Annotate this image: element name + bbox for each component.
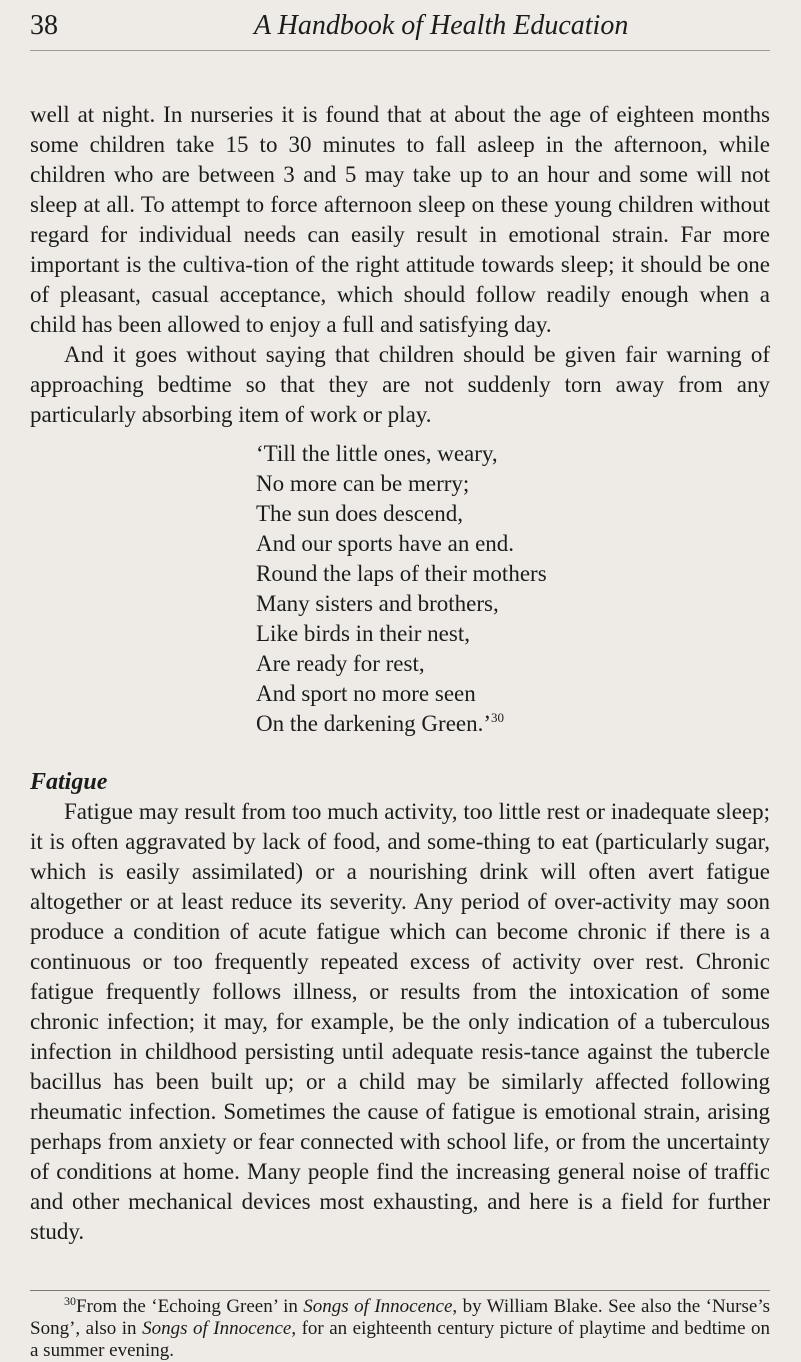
paragraph-bedtime: And it goes without saying that children should be given fair warning of approaching bedtime so that they are not suddenly torn away from any particularly absorbing item of work or play. (30, 342, 770, 427)
footnote-reference[interactable]: 30 (491, 710, 505, 725)
footnote-book-title: Songs of Innocence (303, 1296, 453, 1317)
paragraph-sleep: well at night. In nurseries it is found that at about the age of eighteen months some children take 15 to 30 minutes to fall asleep in the afternoon, while children who are between 3 and 5 may take up to an hour and some will not sleep at all. To attempt to force afternoon sleep on these young children without regard for individual needs can easily result in emotional strain. Far more important is the cultiva-tion of the right attitude towards sleep; it should be one of pleasant, casual acceptance, which should follow readily enough when a child has been allowed to enjoy a full and satisfying day. (30, 102, 770, 337)
header-rule (30, 50, 770, 51)
footnote-text: From the ‘Echoing Green’ in (76, 1296, 304, 1317)
poem-line: ‘Till the little ones, weary, (256, 441, 498, 466)
running-head (30, 8, 770, 48)
poem-line: Are ready for rest, (256, 651, 425, 676)
section-heading-fatigue: Fatigue (30, 769, 108, 795)
poem-line: And our sports have an end. (256, 531, 515, 556)
footnote-text: , by William Blake. See also the ‘Nurse’s Song’, also in (30, 1296, 770, 1339)
footnote-number: 30 (64, 1294, 76, 1308)
poem-line-text: On the darkening Green.’ (256, 711, 492, 736)
poem-line: No more can be merry; (256, 471, 470, 496)
running-title: A Handbook of Health Education (254, 10, 629, 41)
footnote-book-title: Songs of Innocence (142, 1318, 292, 1339)
footnote-text: , for an eighteenth century picture of playtime and bedtime on a summer evening. (30, 1318, 771, 1361)
paragraph-fatigue: Fatigue may result from too much activity, too little rest or inadequate sleep; it is often aggravated by lack of food, and some-thing to eat (particularly sugar, which is easily assimilated) or a nourishing drink will often avert fatigue altogether or at least reduce its severity. Any period of over-activity may soon produce a condition of acute fatigue which can become chronic if there is a continuous or too frequently repeated excess of activity over rest. Chronic fatigue frequently follows illness, or results from the intoxication of some chronic infection; it may, for example, be the only indication of a tuberculous infection in childhood persisting until adequate resis-tance against the tubercle bacillus has been built up; or a child may be similarly affected following rheumatic infection. Sometimes the cause of fatigue is emotional strain, arising perhaps from anxiety or fear connected with school life, or from the uncertainty of conditions at home. Many people find the increasing general noise of traffic and other mechanical devices most exhausting, and here is a field for further study. (30, 799, 770, 1244)
poem-line: Round the laps of their mothers (256, 561, 547, 586)
poem-line: The sun does descend, (256, 501, 463, 526)
footnote (30, 1296, 770, 1362)
footnote-rule (30, 1290, 770, 1291)
poem-line: Like birds in their nest, (256, 621, 470, 646)
poem-quotation (256, 439, 770, 739)
poem-line: Many sisters and brothers, (256, 591, 499, 616)
page-body (30, 100, 770, 1247)
poem-line: And sport no more seen (256, 681, 476, 706)
poem-line-last (256, 709, 770, 739)
page-number: 38 (30, 10, 58, 41)
